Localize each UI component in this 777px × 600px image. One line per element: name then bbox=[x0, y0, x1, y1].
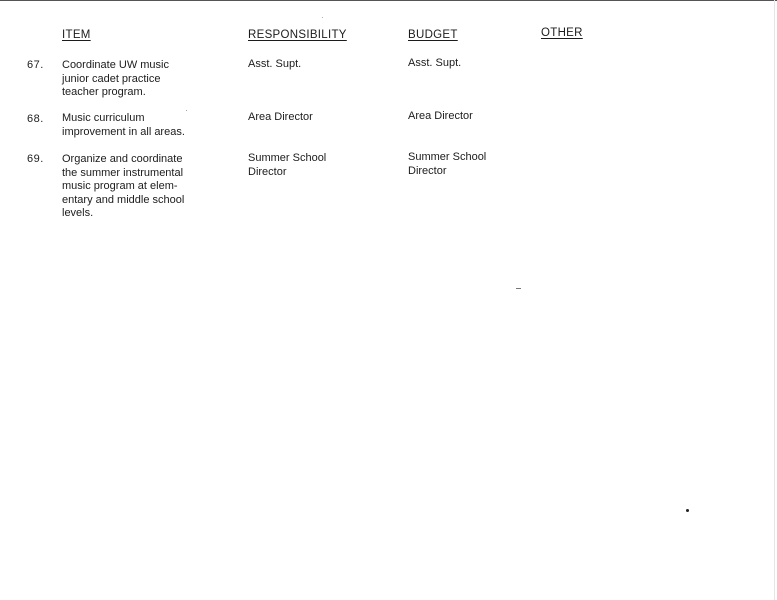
scan-speck bbox=[186, 110, 187, 111]
header-responsibility: RESPONSIBILITY bbox=[248, 29, 347, 41]
row-number: 68. bbox=[27, 113, 44, 125]
row-number: 67. bbox=[27, 59, 44, 71]
row-responsibility: Asst. Supt. bbox=[248, 58, 302, 70]
row-item: Organize and coordinate the summer instrumental music program at elem- entary and middle school levels. bbox=[62, 153, 185, 220]
row-budget: Area Director bbox=[408, 110, 473, 122]
scan-mark bbox=[516, 288, 521, 289]
row-number: 69. bbox=[27, 153, 44, 165]
page-top-edge bbox=[0, 0, 777, 1]
row-responsibility: Summer School Director bbox=[248, 152, 327, 178]
row-item: Music curriculum improvement in all areas. bbox=[62, 112, 185, 138]
header-budget: BUDGET bbox=[408, 29, 458, 41]
header-other: OTHER bbox=[541, 27, 583, 39]
page-right-edge bbox=[774, 0, 775, 600]
scan-dot bbox=[686, 509, 689, 512]
row-budget: Summer School Director bbox=[408, 151, 487, 177]
scan-speck bbox=[322, 17, 323, 18]
header-item: ITEM bbox=[62, 29, 91, 41]
row-budget: Asst. Supt. bbox=[408, 57, 462, 69]
row-responsibility: Area Director bbox=[248, 111, 313, 123]
row-item: Coordinate UW music junior cadet practice teacher program. bbox=[62, 59, 169, 99]
